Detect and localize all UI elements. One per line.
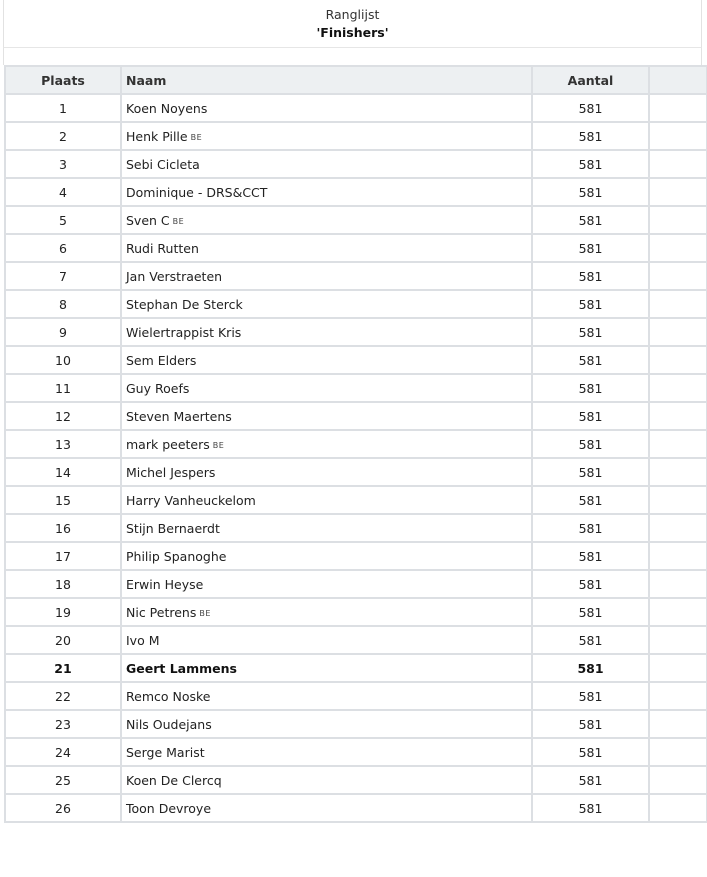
cell-empty bbox=[649, 794, 707, 822]
cell-empty bbox=[649, 402, 707, 430]
cell-plaats: 18 bbox=[5, 570, 121, 598]
table-row[interactable] bbox=[5, 234, 707, 262]
player-name[interactable]: Serge Marist bbox=[126, 744, 205, 760]
player-name[interactable]: Geert Lammens bbox=[126, 660, 237, 676]
cell-plaats: 7 bbox=[5, 262, 121, 290]
cell-plaats: 8 bbox=[5, 290, 121, 318]
cell-plaats: 9 bbox=[5, 318, 121, 346]
player-name[interactable]: Nic Petrens bbox=[126, 604, 197, 620]
cell-aantal: 581 bbox=[532, 290, 649, 318]
column-header-aantal[interactable]: Aantal bbox=[532, 66, 649, 94]
cell-plaats: 23 bbox=[5, 710, 121, 738]
table-row[interactable] bbox=[5, 542, 707, 570]
cell-empty bbox=[649, 290, 707, 318]
player-name[interactable]: Stijn Bernaerdt bbox=[126, 520, 220, 536]
table-row[interactable] bbox=[5, 598, 707, 626]
table-row[interactable] bbox=[5, 206, 707, 234]
cell-plaats: 16 bbox=[5, 514, 121, 542]
cell-aantal: 581 bbox=[532, 94, 649, 122]
cell-aantal: 581 bbox=[532, 374, 649, 402]
country-flag-badge: BE bbox=[190, 132, 203, 142]
cell-naam[interactable] bbox=[121, 794, 532, 822]
cell-plaats: 13 bbox=[5, 430, 121, 458]
cell-naam[interactable] bbox=[121, 682, 532, 710]
table-row[interactable] bbox=[5, 682, 707, 710]
cell-plaats: 4 bbox=[5, 178, 121, 206]
cell-empty bbox=[649, 262, 707, 290]
cell-aantal: 581 bbox=[532, 738, 649, 766]
cell-empty bbox=[649, 234, 707, 262]
cell-empty bbox=[649, 346, 707, 374]
cell-aantal: 581 bbox=[532, 682, 649, 710]
cell-empty bbox=[649, 122, 707, 150]
cell-empty bbox=[649, 542, 707, 570]
player-name[interactable]: Sebi Cicleta bbox=[126, 156, 200, 172]
table-row[interactable] bbox=[5, 430, 707, 458]
cell-plaats: 24 bbox=[5, 738, 121, 766]
cell-plaats: 12 bbox=[5, 402, 121, 430]
player-name[interactable]: Erwin Heyse bbox=[126, 576, 204, 592]
cell-plaats: 17 bbox=[5, 542, 121, 570]
cell-aantal: 581 bbox=[532, 570, 649, 598]
cell-naam[interactable] bbox=[121, 206, 532, 234]
cell-aantal: 581 bbox=[532, 598, 649, 626]
cell-empty bbox=[649, 738, 707, 766]
cell-plaats: 10 bbox=[5, 346, 121, 374]
cell-naam[interactable] bbox=[121, 346, 532, 374]
cell-naam[interactable] bbox=[121, 570, 532, 598]
cell-naam[interactable] bbox=[121, 402, 532, 430]
cell-aantal: 581 bbox=[532, 206, 649, 234]
player-name[interactable]: Koen De Clercq bbox=[126, 772, 222, 788]
country-flag-badge: BE bbox=[212, 440, 225, 450]
table-row[interactable] bbox=[5, 318, 707, 346]
table-row[interactable] bbox=[5, 150, 707, 178]
cell-naam[interactable] bbox=[121, 598, 532, 626]
table-row[interactable] bbox=[5, 514, 707, 542]
cell-aantal: 581 bbox=[532, 542, 649, 570]
table-row[interactable] bbox=[5, 766, 707, 794]
cell-naam[interactable] bbox=[121, 290, 532, 318]
cell-plaats: 2 bbox=[5, 122, 121, 150]
cell-aantal: 581 bbox=[532, 654, 649, 682]
table-row[interactable] bbox=[5, 402, 707, 430]
table-row[interactable] bbox=[5, 710, 707, 738]
table-row[interactable] bbox=[5, 122, 707, 150]
cell-naam[interactable] bbox=[121, 486, 532, 514]
player-name[interactable]: Stephan De Sterck bbox=[126, 296, 243, 312]
cell-aantal: 581 bbox=[532, 262, 649, 290]
cell-naam[interactable] bbox=[121, 738, 532, 766]
cell-plaats: 1 bbox=[5, 94, 121, 122]
cell-aantal: 581 bbox=[532, 710, 649, 738]
cell-empty bbox=[649, 374, 707, 402]
table-row[interactable] bbox=[5, 486, 707, 514]
cell-plaats: 25 bbox=[5, 766, 121, 794]
player-name[interactable]: Dominique - DRS&CCT bbox=[126, 184, 268, 200]
table-row[interactable] bbox=[5, 290, 707, 318]
table-row[interactable] bbox=[5, 458, 707, 486]
table-row[interactable] bbox=[5, 94, 707, 122]
player-name[interactable]: Harry Vanheuckelom bbox=[126, 492, 256, 508]
cell-aantal: 581 bbox=[532, 234, 649, 262]
cell-empty bbox=[649, 486, 707, 514]
table-row[interactable] bbox=[5, 794, 707, 822]
column-header-naam[interactable]: Naam bbox=[121, 66, 532, 94]
cell-naam[interactable] bbox=[121, 654, 532, 682]
cell-plaats: 11 bbox=[5, 374, 121, 402]
cell-aantal: 581 bbox=[532, 486, 649, 514]
cell-aantal: 581 bbox=[532, 430, 649, 458]
cell-plaats: 20 bbox=[5, 626, 121, 654]
cell-plaats: 6 bbox=[5, 234, 121, 262]
cell-plaats: 5 bbox=[5, 206, 121, 234]
player-name[interactable]: Philip Spanoghe bbox=[126, 548, 227, 564]
cell-empty bbox=[649, 94, 707, 122]
ranking-table bbox=[4, 65, 707, 823]
cell-empty bbox=[649, 206, 707, 234]
cell-aantal: 581 bbox=[532, 150, 649, 178]
cell-plaats: 22 bbox=[5, 682, 121, 710]
country-flag-badge: BE bbox=[199, 608, 211, 618]
player-name[interactable]: Michel Jespers bbox=[126, 464, 216, 480]
column-header-empty bbox=[649, 66, 707, 94]
cell-empty bbox=[649, 570, 707, 598]
cell-aantal: 581 bbox=[532, 318, 649, 346]
ranking-subtitle: 'Finishers' bbox=[316, 25, 389, 40]
player-name[interactable]: Rudi Rutten bbox=[126, 240, 199, 256]
ranking-header bbox=[3, 0, 702, 48]
cell-plaats: 15 bbox=[5, 486, 121, 514]
table-row[interactable] bbox=[5, 626, 707, 654]
player-name[interactable]: Koen Noyens bbox=[126, 100, 208, 116]
player-name[interactable]: mark peeters bbox=[126, 436, 210, 452]
header-spacer bbox=[3, 48, 702, 65]
table-row[interactable] bbox=[5, 178, 707, 206]
cell-aantal: 581 bbox=[532, 122, 649, 150]
cell-aantal: 581 bbox=[532, 178, 649, 206]
cell-naam[interactable] bbox=[121, 766, 532, 794]
cell-empty bbox=[649, 458, 707, 486]
cell-empty bbox=[649, 626, 707, 654]
table-row[interactable] bbox=[5, 738, 707, 766]
cell-plaats: 14 bbox=[5, 458, 121, 486]
cell-empty bbox=[649, 598, 707, 626]
cell-empty bbox=[649, 318, 707, 346]
column-header-plaats[interactable]: Plaats bbox=[5, 66, 121, 94]
cell-empty bbox=[649, 430, 707, 458]
cell-empty bbox=[649, 150, 707, 178]
cell-aantal: 581 bbox=[532, 794, 649, 822]
table-row[interactable] bbox=[5, 570, 707, 598]
cell-plaats: 19 bbox=[5, 598, 121, 626]
player-name[interactable]: Remco Noske bbox=[126, 688, 211, 704]
cell-naam[interactable] bbox=[121, 94, 532, 122]
cell-naam[interactable] bbox=[121, 626, 532, 654]
cell-naam[interactable] bbox=[121, 178, 532, 206]
player-name[interactable]: Sem Elders bbox=[126, 352, 197, 368]
cell-naam[interactable] bbox=[121, 430, 532, 458]
cell-naam[interactable] bbox=[121, 318, 532, 346]
table-row[interactable] bbox=[5, 346, 707, 374]
player-name[interactable]: Nils Oudejans bbox=[126, 716, 212, 732]
cell-plaats: 3 bbox=[5, 150, 121, 178]
cell-empty bbox=[649, 514, 707, 542]
player-name[interactable]: Steven Maertens bbox=[126, 408, 232, 424]
cell-empty bbox=[649, 682, 707, 710]
cell-naam[interactable] bbox=[121, 234, 532, 262]
table-row[interactable] bbox=[5, 654, 707, 682]
player-name[interactable]: Guy Roefs bbox=[126, 380, 190, 396]
cell-naam[interactable] bbox=[121, 458, 532, 486]
cell-empty bbox=[649, 178, 707, 206]
cell-naam[interactable] bbox=[121, 262, 532, 290]
player-name[interactable]: Wielertrappist Kris bbox=[126, 324, 242, 340]
cell-aantal: 581 bbox=[532, 346, 649, 374]
player-name[interactable]: Toon Devroye bbox=[126, 800, 212, 816]
cell-naam[interactable] bbox=[121, 542, 532, 570]
cell-aantal: 581 bbox=[532, 458, 649, 486]
cell-aantal: 581 bbox=[532, 402, 649, 430]
country-flag-badge: BE bbox=[172, 216, 185, 226]
cell-naam[interactable] bbox=[121, 374, 532, 402]
cell-aantal: 581 bbox=[532, 514, 649, 542]
cell-aantal: 581 bbox=[532, 626, 649, 654]
cell-empty bbox=[649, 766, 707, 794]
cell-naam[interactable] bbox=[121, 514, 532, 542]
cell-aantal: 581 bbox=[532, 766, 649, 794]
cell-naam[interactable] bbox=[121, 710, 532, 738]
player-name[interactable]: Ivo M bbox=[126, 632, 160, 648]
ranking-title: Ranglijst bbox=[325, 7, 380, 22]
cell-empty bbox=[649, 710, 707, 738]
cell-plaats: 21 bbox=[5, 654, 121, 682]
table-row[interactable] bbox=[5, 262, 707, 290]
cell-naam[interactable] bbox=[121, 122, 532, 150]
table-row[interactable] bbox=[5, 374, 707, 402]
player-name[interactable]: Jan Verstraeten bbox=[126, 268, 223, 284]
cell-plaats: 26 bbox=[5, 794, 121, 822]
player-name[interactable]: Henk Pille bbox=[126, 128, 188, 144]
cell-naam[interactable] bbox=[121, 150, 532, 178]
table-header-row bbox=[5, 66, 707, 94]
player-name[interactable]: Sven C bbox=[126, 212, 170, 228]
cell-empty bbox=[649, 654, 707, 682]
ranking-table-body bbox=[5, 94, 707, 822]
